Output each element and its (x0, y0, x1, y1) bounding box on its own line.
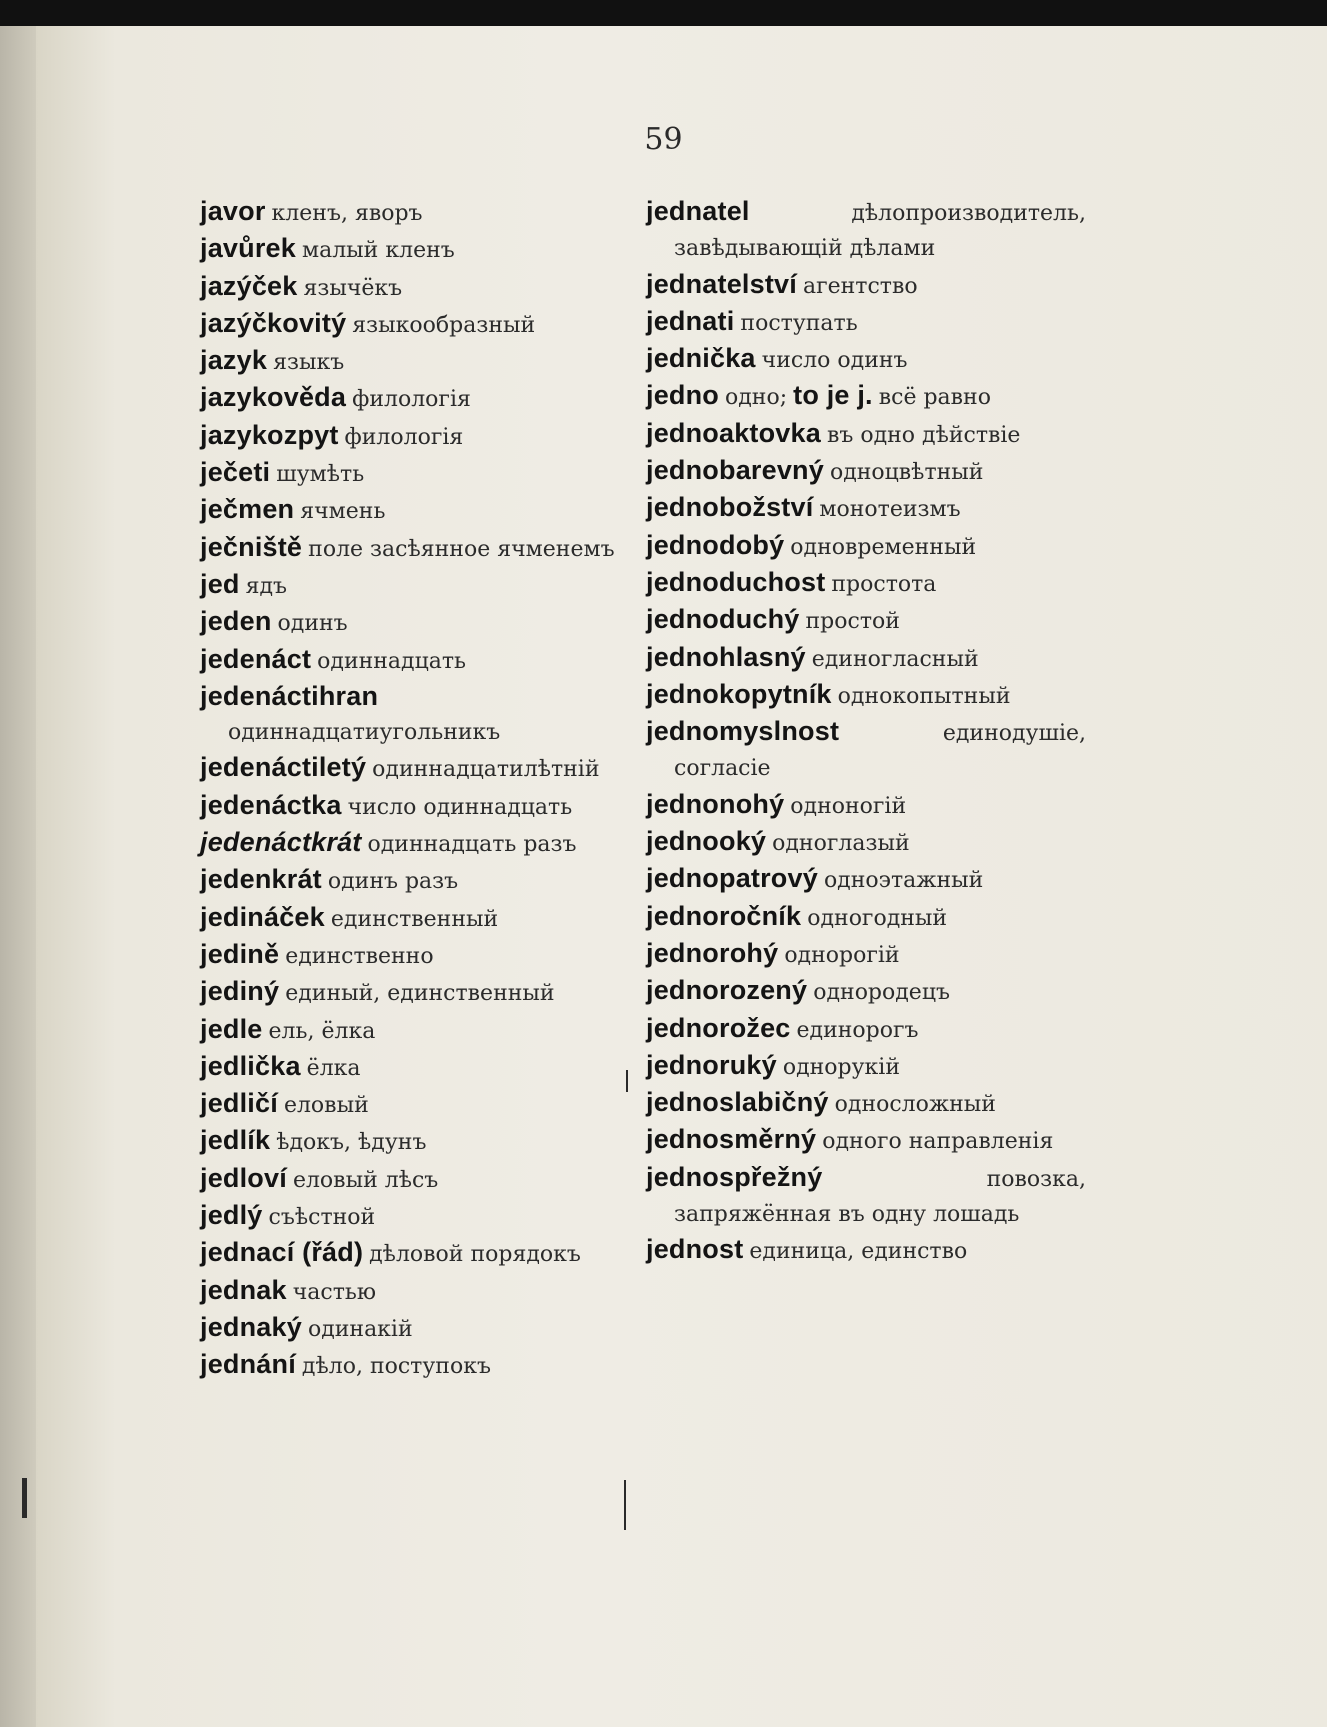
dictionary-entry (200, 567, 640, 604)
dictionary-entry (200, 530, 640, 567)
entry-translation: повозка, запряжённая въ одну лошадь (674, 1166, 1086, 1228)
entry-translation: языкъ (273, 350, 345, 376)
entry-headword: jediný (200, 976, 280, 1007)
dictionary-entry (200, 642, 640, 679)
entry-translation: однокопытный (837, 683, 1011, 709)
dictionary-entry (200, 269, 640, 306)
entry-translation: одного направленія (822, 1129, 1054, 1155)
entry-headword: jednorohý (646, 937, 779, 968)
dictionary-entry (200, 1310, 640, 1347)
entry-headword: jednoruký (646, 1049, 777, 1080)
entry-translation: одиннадцать (317, 648, 467, 674)
entry-phrase: to je j. (793, 380, 873, 411)
entry-headword: jedle (200, 1013, 263, 1044)
dictionary-entry (646, 861, 1086, 898)
entry-translation: простой (805, 609, 900, 635)
dictionary-entry (646, 936, 1086, 973)
dictionary-entry (200, 306, 640, 343)
entry-translation: ель, ёлка (268, 1018, 376, 1044)
entry-translation: ёлка (306, 1055, 361, 1081)
entry-translation: единорогъ (796, 1017, 919, 1043)
entry-headword: jedenkrát (200, 864, 322, 895)
dictionary-entry (200, 974, 640, 1011)
entry-headword: jedenáctihran (200, 680, 379, 711)
entry-headword: ječniště (200, 531, 303, 562)
dictionary-entry (646, 1085, 1086, 1122)
entry-headword: jedno (646, 380, 719, 411)
entry-headword: jedenáct (200, 643, 312, 674)
dictionary-entry (646, 416, 1086, 453)
entry-headword: jednání (200, 1349, 296, 1380)
dictionary-entry (200, 1235, 640, 1272)
dictionary-entry (646, 714, 1086, 787)
entry-headword: jedenáctkrát (200, 827, 362, 858)
entry-headword: jednička (646, 343, 756, 374)
dictionary-entry (200, 1347, 640, 1384)
dictionary-entry (200, 343, 640, 380)
entry-translation: ѣдокъ, ѣдунъ (276, 1130, 427, 1156)
entry-headword: jedlý (200, 1200, 263, 1231)
entry-headword: jednatelství (646, 268, 797, 299)
entry-translation: одинъ разъ (327, 869, 459, 895)
entry-translation: однорогій (784, 942, 900, 968)
dictionary-entry (200, 1086, 640, 1123)
dictionary-entry (646, 304, 1086, 341)
dictionary-entry (200, 1161, 640, 1198)
entry-headword: jazykověda (200, 382, 347, 413)
entry-headword: jedloví (200, 1162, 287, 1193)
entry-headword: jednati (646, 305, 735, 336)
entry-translation: языкообразный (352, 312, 536, 338)
page-number: 59 (644, 122, 683, 157)
entry-headword: jedlík (200, 1125, 271, 1156)
entry-translation: однорукій (782, 1054, 901, 1080)
entry-headword: jednatel (646, 196, 750, 226)
entry-translation: частью (292, 1279, 377, 1305)
dictionary-entry (646, 1011, 1086, 1048)
entry-headword: jeden (200, 606, 272, 637)
entry-translation: число одинъ (761, 348, 908, 374)
dictionary-entry (646, 528, 1086, 565)
entry-headword: ječeti (200, 457, 271, 488)
column-rule-mark (626, 1070, 628, 1092)
dictionary-entry (646, 1122, 1086, 1159)
entry-translation: дѣлопроизводитель, завѣдывающій дѣлами (674, 201, 1086, 262)
entry-headword: javor (200, 196, 266, 226)
entry-headword: jednaký (200, 1311, 302, 1342)
entry-headword: jedině (200, 938, 280, 969)
entry-headword: jednoduchost (646, 566, 826, 597)
entry-translation: одиннадцать разъ (367, 832, 577, 858)
entry-translation: одинъ (277, 611, 348, 637)
entry-headword: jednak (200, 1274, 287, 1305)
entry-translation: монотеизмъ (819, 497, 961, 523)
dictionary-entry (200, 231, 640, 268)
entry-translation: одиннадцатиугольникъ (228, 720, 501, 746)
book-gutter (0, 26, 36, 1727)
entry-translation: кленъ, яворъ (271, 201, 423, 226)
entry-translation: одинакій (307, 1316, 413, 1342)
dictionary-entry (200, 380, 640, 417)
dictionary-entry (646, 267, 1086, 304)
entry-translation: съѣстной (268, 1205, 376, 1231)
dictionary-entry (646, 602, 1086, 639)
entry-headword: jedenáctiletý (200, 752, 367, 783)
entry-headword: jazyk (200, 345, 268, 376)
entry-translation: шумѣть (276, 462, 365, 488)
dictionary-entry (646, 899, 1086, 936)
entry-translation: поступать (740, 310, 858, 336)
dictionary-entry (200, 604, 640, 641)
entry-translation: односложный (834, 1092, 996, 1118)
dictionary-entry (200, 937, 640, 974)
entry-translation: единогласный (811, 646, 979, 672)
dictionary-entry (200, 862, 640, 899)
entry-headword: jednoslabičný (646, 1087, 829, 1118)
dictionary-entry (200, 900, 640, 937)
entry-translation: одноногій (790, 793, 907, 819)
entry-translation: одногодный (807, 905, 948, 931)
entry-headword: jazýčkovitý (200, 307, 347, 338)
dictionary-entry (646, 194, 1086, 267)
dictionary-entry (200, 1198, 640, 1235)
entry-translation: однородецъ (813, 980, 950, 1006)
entry-headword: jedináček (200, 901, 325, 932)
dictionary-entry (646, 640, 1086, 677)
entry-headword: jed (200, 568, 240, 599)
entry-headword: jazykozpyt (200, 419, 339, 450)
entry-translation: дѣловой порядокъ (369, 1242, 581, 1268)
dictionary-entry (646, 1160, 1086, 1233)
entry-translation: одновременный (790, 534, 977, 560)
entry-headword: jednokopytník (646, 678, 832, 709)
entry-translation: единственный (330, 906, 499, 932)
dictionary-entry (200, 418, 640, 455)
entry-translation: одноэтажный (823, 868, 984, 894)
entry-headword: jedlička (200, 1050, 301, 1081)
column-rule-mark (624, 1480, 626, 1530)
entry-headword: jednonohý (646, 788, 785, 819)
entry-translation: единодушіе, согласіе (674, 721, 1086, 782)
entry-headword: jednodobý (646, 529, 785, 560)
entry-headword: ječmen (200, 494, 295, 525)
dictionary-entry (646, 453, 1086, 490)
dictionary-entry (646, 787, 1086, 824)
entry-headword: jednoaktovka (646, 417, 821, 448)
dictionary-entry (200, 492, 640, 529)
dictionary-entry (646, 824, 1086, 861)
entry-headword: jednoročník (646, 900, 802, 931)
entry-headword: jednosměrný (646, 1124, 817, 1155)
entry-headword: jednopatrový (646, 863, 818, 894)
entry-headword: jednobarevný (646, 455, 824, 486)
entry-headword: jednací (řád) (200, 1237, 364, 1268)
entry-translation: число одиннадцать (347, 794, 573, 820)
dictionary-entry (200, 455, 640, 492)
entry-headword: jednorozený (646, 975, 808, 1006)
entry-translation: поле засѣянное ячменемъ (308, 536, 615, 562)
entry-translation: единица, единство (749, 1239, 968, 1265)
entry-translation: малый кленъ (301, 238, 455, 264)
entry-headword: jedenáctka (200, 789, 342, 820)
entry-translation: единственно (285, 943, 434, 969)
dictionary-entry (200, 750, 640, 787)
entry-headword: javůrek (200, 233, 296, 264)
entry-translation: одиннадцатилѣтній (372, 757, 600, 783)
entry-headword: jazýček (200, 270, 298, 301)
entry-headword: jedličí (200, 1088, 278, 1119)
dictionary-entry (646, 341, 1086, 378)
entry-translation: филологія (344, 424, 464, 450)
dictionary-entry (200, 194, 640, 231)
dictionary-entry (200, 1123, 640, 1160)
entry-translation: филологія (352, 387, 471, 413)
dictionary-entry (646, 973, 1086, 1010)
entry-translation: одно; (725, 385, 788, 411)
entry-headword: jednost (646, 1234, 744, 1265)
dictionary-entry (646, 677, 1086, 714)
entry-translation: единый, единственный (285, 981, 555, 1007)
margin-mark (22, 1478, 27, 1518)
entry-translation: ячмень (300, 499, 386, 525)
entry-headword: jednomyslnost (646, 716, 840, 747)
entry-headword: jednorožec (646, 1012, 791, 1043)
entry-headword: jednobožství (646, 492, 814, 523)
entry-translation: агентство (802, 273, 918, 299)
entry-translation: язычёкъ (303, 275, 403, 301)
dictionary-entry (646, 378, 1086, 415)
dictionary-entry (646, 1232, 1086, 1269)
entry-headword: jednohlasný (646, 641, 806, 672)
dictionary-entry (200, 1273, 640, 1310)
entry-translation: еловый лѣсъ (292, 1167, 439, 1193)
entry-translation: простота (831, 571, 937, 597)
entry-headword: jednoduchý (646, 604, 800, 635)
dictionary-entry (200, 825, 640, 862)
entry-translation: одноцвѣтный (829, 460, 984, 486)
entry-phrase-translation: всё равно (878, 385, 991, 411)
entry-translation: въ одно дѣйствіе (826, 422, 1021, 448)
dictionary-entry (646, 565, 1086, 602)
dictionary-entry (200, 1049, 640, 1086)
entry-headword: jednooký (646, 826, 767, 857)
entry-headword: jednospřežný (646, 1161, 823, 1192)
dictionary-entry (646, 1048, 1086, 1085)
left-column (200, 194, 640, 1385)
entry-translation: ядъ (245, 573, 288, 599)
dictionary-entry (200, 1012, 640, 1049)
entry-translation: еловый (283, 1093, 369, 1119)
entry-translation: одноглазый (772, 831, 910, 857)
entry-translation: дѣло, поступокъ (301, 1354, 491, 1380)
dictionary-entry (200, 788, 640, 825)
right-column (646, 194, 1086, 1270)
dictionary-entry (200, 679, 640, 751)
dictionary-entry (646, 490, 1086, 527)
